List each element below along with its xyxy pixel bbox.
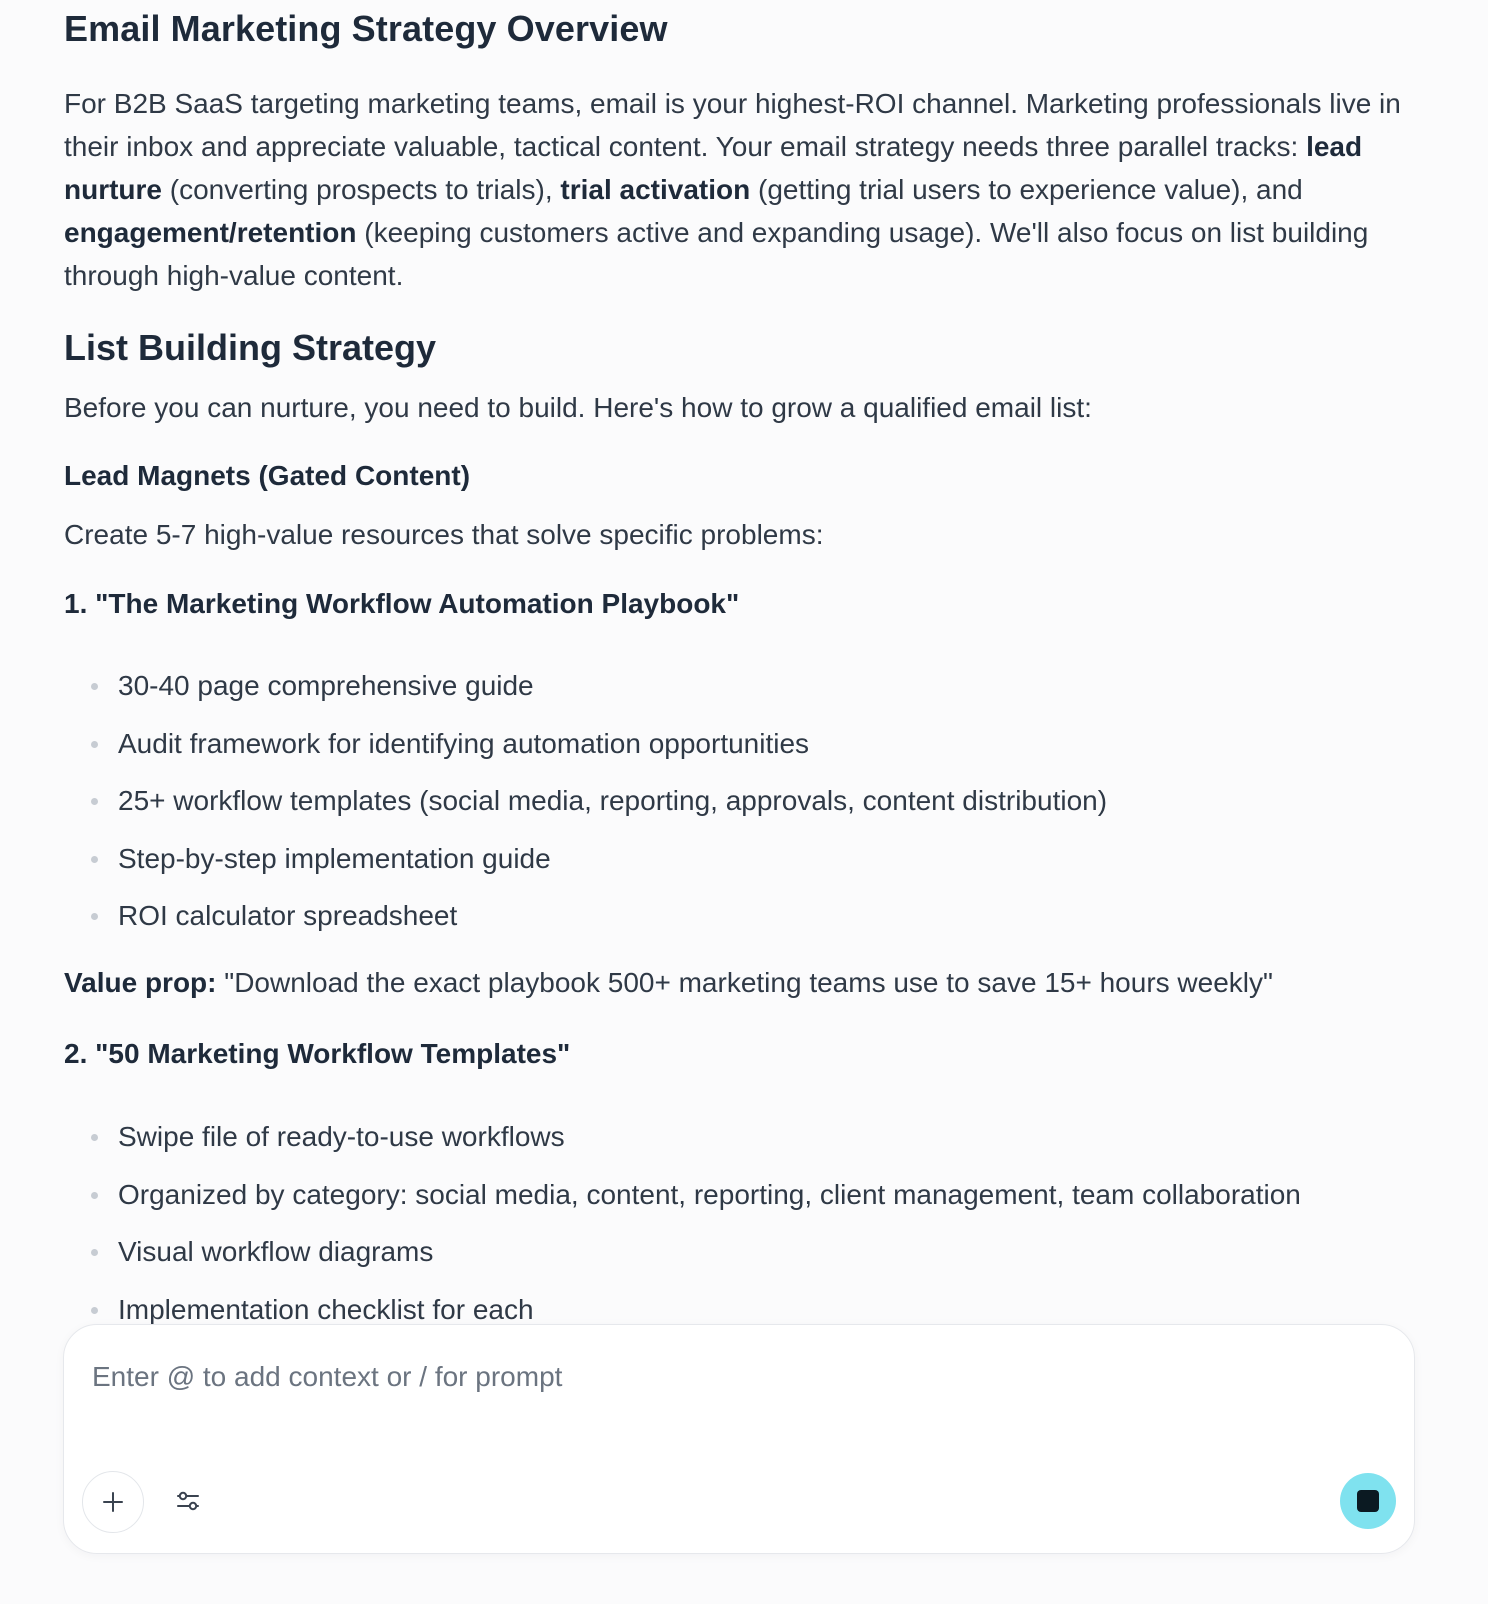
intro-text-4: (keeping customers active and expanding usage). We'll also focus on list building through high-value content.: [64, 217, 1369, 291]
bullet-dot: [91, 1249, 98, 1256]
bullet-dot: [91, 913, 98, 920]
list-item: [64, 1118, 1301, 1176]
intro-paragraph: [64, 82, 1444, 297]
item-1-bullet-list: [64, 667, 1107, 955]
list-item-text: Swipe file of ready-to-use workflows: [118, 1121, 565, 1152]
list-item-text: 25+ workflow templates (social media, reporting, approvals, content distribution): [118, 785, 1108, 816]
list-item-text: Step-by-step implementation guide: [118, 842, 551, 874]
list-item-text: Implementation checklist for each: [118, 1293, 534, 1325]
bullet-dot: [91, 741, 98, 748]
list-item-text: Visual workflow diagrams: [118, 1236, 434, 1267]
list-item: [64, 667, 1107, 725]
section-intro: Before you can nurture, you need to build. Here's how to grow a qualified email list:: [64, 392, 1092, 423]
message-composer: [63, 1324, 1415, 1554]
subheading-lead-magnets: Lead Magnets (Gated Content): [64, 460, 471, 491]
list-item-text: 30-40 page comprehensive guide: [118, 670, 534, 701]
list-item: [64, 1176, 1301, 1234]
plus-icon: [100, 1489, 126, 1515]
bullet-dot: [91, 1192, 98, 1199]
list-item-text: Organized by category: social media, content, reporting, client management, team collaboration: [118, 1178, 1301, 1210]
subheading-intro: Create 5-7 high-value resources that solve specific problems:: [64, 519, 824, 550]
add-attachment-button[interactable]: [82, 1471, 144, 1533]
intro-bold-trial-activation: trial activation: [560, 174, 751, 205]
bullet-dot: [91, 1307, 98, 1314]
bullet-dot: [91, 1134, 98, 1141]
list-item: [64, 782, 1107, 840]
list-item-text: Audit framework for identifying automation opportunities: [118, 727, 810, 759]
prompt-input[interactable]: [92, 1361, 1292, 1393]
value-prop-label: Value prop:: [64, 967, 217, 998]
intro-text-1: For B2B SaaS targeting marketing teams, email is your highest-ROI channel. Marketing professionals live in their inbox and appreciate valuable, tactical content. Your email strategy needs three parallel tracks:: [64, 88, 1401, 162]
stop-icon: [1357, 1490, 1379, 1512]
value-prop-text: "Download the exact playbook 500+ marketing teams use to save 15+ hours weekly": [216, 967, 1273, 998]
settings-button[interactable]: [168, 1481, 208, 1521]
intro-text-3: (getting trial users to experience value), and: [750, 174, 1303, 205]
list-item: [64, 1233, 1301, 1291]
list-item-text: ROI calculator spreadsheet: [118, 900, 458, 931]
item-2-bullet-list: [64, 1118, 1301, 1348]
item-1-heading: 1. "The Marketing Workflow Automation Playbook": [64, 588, 740, 619]
bullet-dot: [91, 856, 98, 863]
list-item: [64, 725, 1107, 783]
value-prop: [64, 967, 1273, 999]
list-item: [64, 897, 1107, 955]
list-item: [64, 840, 1107, 898]
bullet-dot: [91, 798, 98, 805]
sliders-icon: [174, 1487, 202, 1515]
item-2-heading: 2. "50 Marketing Workflow Templates": [64, 1038, 571, 1069]
page-title: Email Marketing Strategy Overview: [64, 8, 668, 49]
intro-text-2: (converting prospects to trials),: [162, 174, 561, 205]
intro-bold-lead-nurture: lead nurture: [64, 131, 1363, 205]
intro-bold-engagement: engagement/retention: [64, 217, 357, 248]
section-title: List Building Strategy: [64, 327, 437, 368]
bullet-dot: [91, 683, 98, 690]
stop-generation-button[interactable]: [1340, 1473, 1396, 1529]
